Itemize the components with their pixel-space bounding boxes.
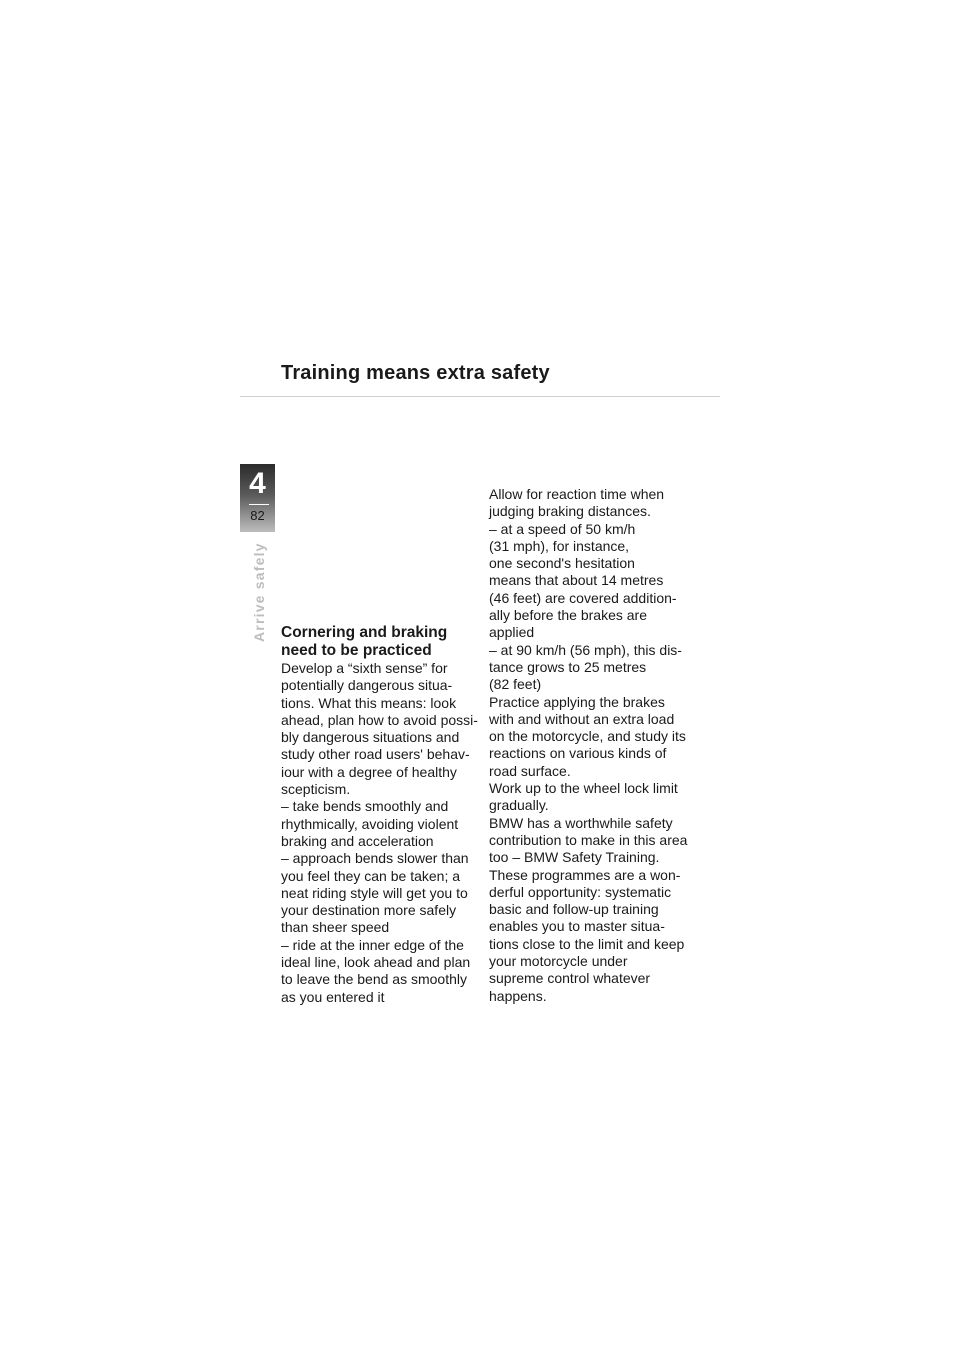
right-column-text: Allow for reaction time when judging braking distances. – at a speed of 50 km/h (31 mph), for instance, one second's hesitation means that about 14 metres (46 feet) are covered addition- ally before the brakes are applied – at 90 km/h (56 mph), this dis- tance grows to 25 metres (82 feet) Practice applying the brakes with and without an extra load on the motorcycle, and study its reactions on various kinds of road surface. Work up to the wheel lock limit gradually. BMW has a worthwhile safety contribution to make in this area too – BMW Safety Training. These programmes are a won- derful opportunity: systematic basic and follow-up training enables you to master situa- tions close to the limit and keep your motorcycle under supreme control whatever happens. <box>489 486 688 1004</box>
page-number: 82 <box>250 508 265 523</box>
section-heading: Cornering and braking need to be practiced <box>281 624 448 659</box>
section-side-label: Arrive safely <box>251 542 267 642</box>
left-column <box>281 624 481 1006</box>
page-title: Training means extra safety <box>281 362 550 384</box>
left-column-text: Develop a “sixth sense” for potentially dangerous situa- tions. What this means: look ahead, plan how to avoid possi- bly dangerous situations and study other road users' behav- iour with a degree of healthy scepticism. – take bends smoothly and rhythmically, avoiding violent braking and acceleration – approach bends slower than you feel they can be taken; a neat riding style will get you to your destination more safely than sheer speed – ride at the inner edge of the ideal line, look ahead and plan to leave the bend as smoothly as you entered it <box>281 660 478 1005</box>
chapter-number: 4 <box>249 467 266 500</box>
chapter-tab <box>240 464 275 532</box>
chapter-tab-divider <box>249 504 269 505</box>
right-column <box>489 486 689 1005</box>
title-divider <box>240 396 720 397</box>
